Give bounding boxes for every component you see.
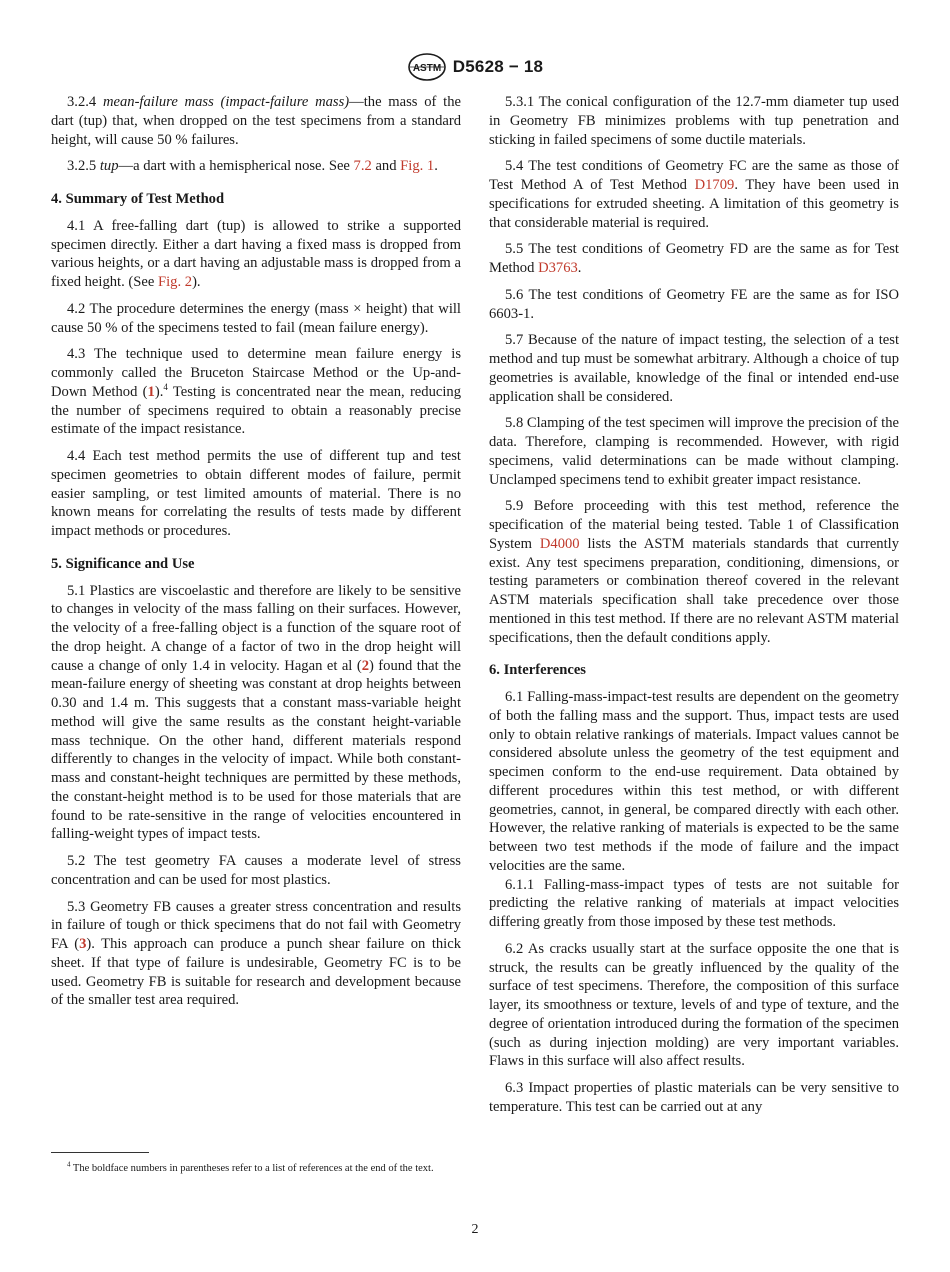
para-5-1: 5.1 Plastics are viscoelastic and therefore are likely to be sensitive to changes in velocity of the mass falling on their surfaces. However, the velocity of a free-falling object is a function of the square root of the drop height. A change of a factor of two in the drop height will cause a change of only 1.4 in velocity. Hagan et al (2) found that the mean-failure energy of sheeting was constant at drop heights between 0.30 and 1.4 m. This suggests that a constant mass-variable height method will give the same results as the constant height-variable mass technique. On the other hand, different materials respond differently to changes in the velocity of impact. While both constant-mass and constant-height techniques are permitted by these methods, the constant-height method is to be used for those materials that are found to be rate-sensitive in the range of velocities encountered in falling-weight types of impact tests. [51, 582, 461, 843]
para-5-6: 5.6 The test conditions of Geometry FE are the same as for ISO 6603-1. [489, 286, 899, 322]
link-d4000[interactable]: D4000 [539, 535, 580, 552]
left-column [51, 93, 461, 1018]
para-6-1-1: 6.1.1 Falling-mass-impact types of tests are not suitable for predicting the relative ranking of materials at impact velocities differing greatly from those imposed by these test methods. [489, 876, 899, 930]
para-4-3: 4.3 The technique used to determine mean failure energy is commonly called the Bruceton Staircase Method or the Up-and-Down Method (1).$^4$ Testing is concentrated near the mean, reducing the number of specimens required to obtain a reasonably precise estimate of the impact resistance. [51, 346, 461, 438]
document-id: D5628 − 18 [452, 57, 544, 76]
link-fig-1[interactable]: Fig. 1 [400, 158, 435, 175]
term-mean-failure-mass: mean-failure mass (impact-failure mass) [102, 94, 350, 110]
para-3-2-5: 3.2.5 tup—a dart with a hemispherical nose. See 7.2 and Fig. 1. [67, 158, 438, 175]
footnote-divider [51, 1152, 149, 1153]
link-fig-2[interactable]: Fig. 2 [158, 274, 193, 290]
footnote-4 [51, 1162, 461, 1176]
link-d1709[interactable]: D1709 [694, 177, 735, 193]
page-header [0, 52, 950, 82]
para-5-7: 5.7 Because of the nature of impact testing, the selection of a test method and tup must be somewhat arbitrary. Although a choice of tup geometries is available, knowledge of the final or intended end-use application shall be considered. [489, 332, 899, 405]
section-heading-4: 4. Summary of Test Method [51, 191, 225, 207]
term-tup: tup [99, 158, 119, 175]
page-number: 2 [471, 1222, 479, 1237]
ref-link-1[interactable]: 1 [147, 383, 155, 400]
footnote-text: The boldface numbers in parentheses refer to a list of references at the end of the text. [70, 1163, 434, 1174]
para-6-3: 6.3 Impact properties of plastic materials can be very sensitive to temperature. This test can be carried out at any [489, 1080, 899, 1115]
right-column [489, 93, 899, 1125]
link-d3763[interactable]: D3763 [538, 260, 578, 276]
para-5-8: 5.8 Clamping of the test specimen will improve the precision of the data. Therefore, clamping is recommended. However, with rigid specimens, valid determinations can be made without clamping. Unclamped specimens tend to exhibit greater impact resistance. [489, 415, 899, 488]
ref-link-3[interactable]: 3 [79, 936, 87, 952]
para-5-3-1: 5.3.1 The conical configuration of the 12.7-mm diameter tup used in Geometry FB minimizes problems with tup penetration and sticking in failed specimens of some ductile materials. [489, 94, 899, 148]
section-heading-6: 6. Interferences [489, 662, 586, 679]
para-5-9: 5.9 Before proceeding with this test method, reference the specification of the material being tested. Table 1 of Classification System D4000 lists the ASTM materials standards that currently exist. Any test specimens preparation, conditioning, dimensions, or testing parameters or combination thereof covered in the relevant ASTM materials specification shall take precedence over those mentioned in this test method. If there are no relevant ASTM material specifications, then the default conditions apply. [489, 498, 900, 646]
para-5-3: 5.3 Geometry FB causes a greater stress concentration and results in failure of tough or thick specimens that do not fail with Geometry FA (3). This approach can produce a punch shear failure on thick sheet. If that type of failure is undesirable, Geometry FC is to be used. Geometry FB is suitable for research and development because of the smaller test area required. [51, 898, 461, 1009]
astm-logo-text: ASTM [412, 63, 441, 74]
footnote-marker-4[interactable]: 4 [163, 381, 168, 392]
para-5-5: 5.5 The test conditions of Geometry FD are the same as for Test Method D3763. [489, 241, 899, 276]
para-4-4: 4.4 Each test method permits the use of different tup and test specimen geometries to obtain different modes of failure, permit easier sampling, or test limited amounts of material. There is no known means for correlating the results of tests made by different impact methods or procedures. [51, 448, 461, 539]
para-3-2-4: 3.2.4 mean-failure mass (impact-failure mass)—the mass of the dart (tup) that, when dropped on the test specimens from a standard height, will cause 50 % failures. [51, 94, 461, 148]
para-5-4: 5.4 The test conditions of Geometry FC are the same as those of Test Method A of Test Method D1709. They have been used in specifications for extruded sheeting. A limitation of this geometry is that considerable material is required. [489, 158, 899, 231]
para-4-1: 4.1 A free-falling dart (tup) is allowed to strike a supported specimen directly. Either a dart having a fixed mass is dropped from various heights, or a dart having an adjustable mass is dropped from a fixed height. (See Fig. 2). [51, 217, 461, 290]
section-heading-5: 5. Significance and Use [51, 555, 195, 572]
ref-link-2[interactable]: 2 [361, 657, 369, 674]
para-6-1: 6.1 Falling-mass-impact-test results are dependent on the geometry of both the falling mass and the support. Thus, impact tests are used only to obtain relative rankings of materials. Impact values cannot be considered absolute unless the geometry of the test equipment and specimen conform to the end-use requirement. Data obtained by different procedures within this test method, or with different geometries, cannot, in general, be compared directly with each other. However, the relative ranking of materials is expected to be the same between two test methods if the mode of failure and the impact velocities are the same. [489, 689, 899, 874]
link-section-7-2[interactable]: 7.2 [353, 158, 372, 175]
para-4-2: 4.2 The procedure determines the energy (mass × height) that will cause 50 % of the specimens tested to fail (mean failure energy). [51, 300, 461, 336]
para-5-2: 5.2 The test geometry FA causes a moderate level of stress concentration and can be used for most plastics. [51, 853, 461, 888]
para-6-2: 6.2 As cracks usually start at the surface opposite the one that is struck, the results can be greatly influenced by the quality of the surface of test specimens. Therefore, the composition of this surface layer, its smoothness or texture, levels of and type of texture, and the degree of orientation introduced during the formation of the specimen (such as during injection molding) are very important variables. Flaws in this surface will also affect results. [489, 940, 899, 1070]
footnote-number: 4 [67, 1160, 71, 1169]
astm-logo-icon [407, 52, 447, 82]
